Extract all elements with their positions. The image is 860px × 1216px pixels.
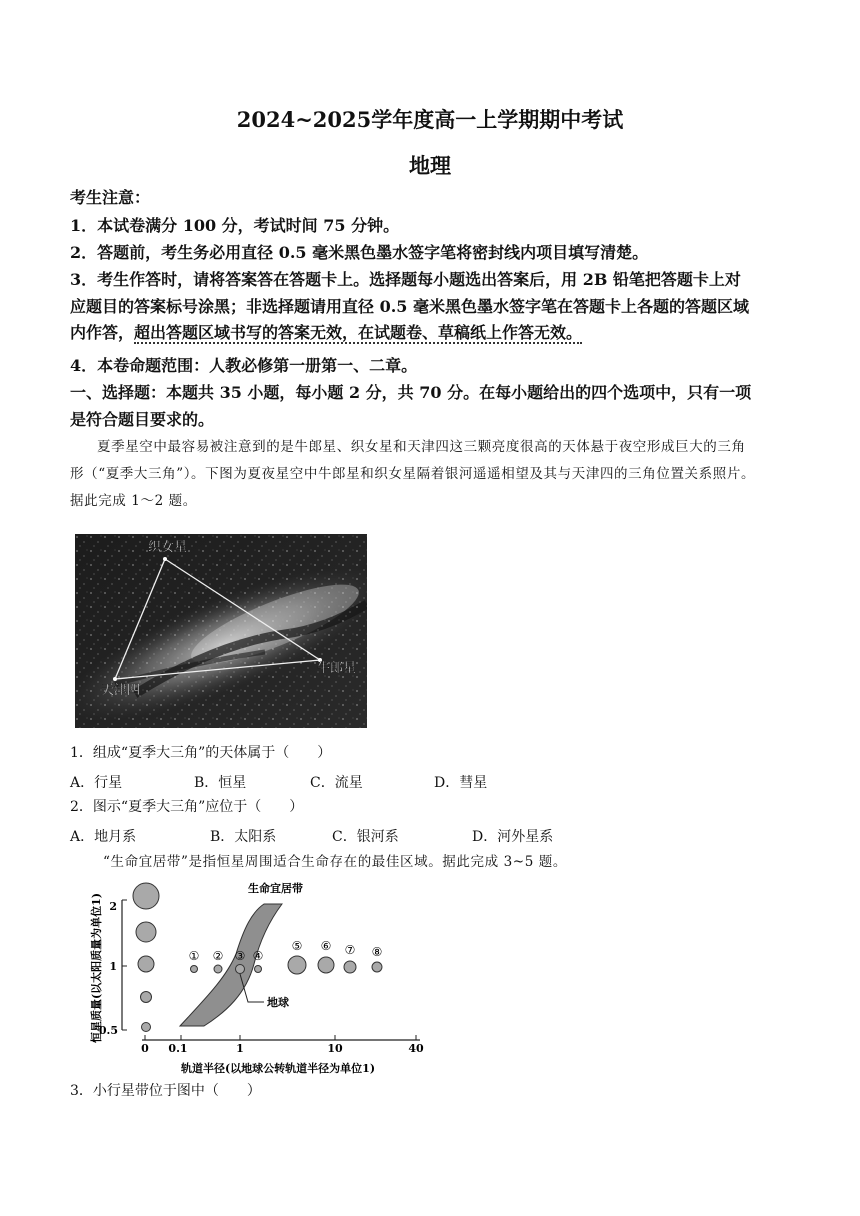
x-tick-label: 40 bbox=[408, 1042, 424, 1055]
planet-marker-1: ① bbox=[188, 949, 200, 963]
q2-option-a: A．地月系 bbox=[70, 829, 137, 845]
star-mass-circle bbox=[142, 1023, 151, 1032]
subject-title: 地理 bbox=[409, 153, 451, 178]
notice-heading: 考生注意： bbox=[70, 188, 151, 207]
star-mass-circle bbox=[133, 883, 159, 909]
page-title: 2024~2025学年度高一上学期期中考试 bbox=[236, 107, 624, 132]
q1-option-c: C．流星 bbox=[310, 775, 363, 791]
question-3-stem: 3．小行星带位于图中（ ） bbox=[70, 1083, 261, 1099]
planet-marker-3: ③ bbox=[234, 949, 246, 963]
section-1-line-2: 是符合题目要求的。 bbox=[70, 410, 215, 429]
star-mass-circle bbox=[138, 956, 154, 972]
q1-option-d: D．彗星 bbox=[434, 775, 488, 791]
notice-item-3-plain: 内作答， bbox=[70, 323, 135, 342]
q1-option-b: B．恒星 bbox=[194, 775, 247, 791]
altair-label: 牛郎星 bbox=[317, 661, 357, 676]
planet-marker-6: ⑥ bbox=[320, 939, 332, 953]
vega-label: 织女星 bbox=[148, 540, 188, 555]
q1-option-a: A．行星 bbox=[70, 775, 123, 791]
q2-option-d: D．河外星系 bbox=[472, 829, 554, 845]
planet-7 bbox=[344, 961, 356, 973]
notice-item-2: 2．答题前，考生务必用直径 0.5 毫米黑色墨水签字笔将密封线内项目填写清楚。 bbox=[70, 243, 649, 262]
notice-item-4: 4．本卷命题范围：人教必修第一册第一、二章。 bbox=[70, 356, 418, 375]
chart-y-label: 恒星质量(以太阳质量为单位1) bbox=[90, 892, 103, 1044]
planet-marker-2: ② bbox=[212, 949, 224, 963]
x-tick-label: 10 bbox=[327, 1042, 343, 1055]
planet-6 bbox=[318, 957, 334, 973]
earth-label: 地球 bbox=[267, 996, 289, 1009]
chart-x-label: 轨道半径(以地球公转轨道半径为单位1) bbox=[180, 1062, 376, 1075]
planet-marker-8: ⑧ bbox=[371, 945, 383, 959]
planet-1 bbox=[191, 966, 198, 973]
planet-8 bbox=[372, 962, 382, 972]
question-1-options bbox=[70, 772, 800, 792]
planet-marker-5: ⑤ bbox=[291, 939, 303, 953]
x-tick-label: 0 bbox=[141, 1042, 149, 1055]
y-tick-label: 1 bbox=[109, 960, 117, 973]
deneb-label: 天津四 bbox=[101, 683, 141, 698]
q2-option-c: C．银河系 bbox=[332, 829, 399, 845]
x-tick-label: 1 bbox=[236, 1042, 244, 1055]
planet-4 bbox=[255, 966, 262, 973]
habitable-zone-chart bbox=[86, 870, 436, 1082]
section-1-line-1: 一、选择题：本题共 35 小题，每小题 2 分，共 70 分。在每小题给出的四个选项中，只有一项 bbox=[70, 383, 752, 402]
planet-marker-4: ④ bbox=[252, 949, 264, 963]
x-tick-label: 0.1 bbox=[168, 1042, 188, 1055]
notice-item-3-emphasis: 超出答题区域书写的答案无效，在试题卷、草稿纸上作答无效。 bbox=[134, 323, 583, 342]
y-tick-label: 2 bbox=[109, 900, 117, 913]
star-mass-circle bbox=[136, 922, 156, 942]
habitable-zone-label: 生命宜居带 bbox=[248, 882, 303, 895]
vega-star-icon bbox=[163, 557, 167, 561]
q2-option-b: B．太阳系 bbox=[210, 829, 277, 845]
notice-item-3-line-1: 3．考生作答时，请将答案答在答题卡上。选择题每小题选出答案后，用 2B 铅笔把答题卡上对 bbox=[70, 270, 741, 289]
planet-5 bbox=[288, 956, 306, 974]
summer-triangle-photo bbox=[75, 534, 367, 728]
question-2-stem: 2．图示“夏季大三角”应位于（ ） bbox=[70, 799, 304, 815]
passage-1-line-1: 夏季星空中最容易被注意到的是牛郎星、织女星和天津四这三颗亮度很高的天体悬于夜空形成巨大的三角 bbox=[97, 439, 746, 455]
question-2-options bbox=[70, 826, 800, 846]
question-1-stem: 1．组成“夏季大三角”的天体属于（ ） bbox=[70, 745, 332, 761]
star-mass-circle bbox=[141, 992, 152, 1003]
passage-2: “生命宜居带”是指恒星周围适合生命存在的最佳区域。据此完成 3~5 题。 bbox=[103, 854, 567, 870]
planet-marker-7: ⑦ bbox=[344, 943, 356, 957]
planet-2 bbox=[214, 965, 222, 973]
passage-1-line-2: 形（“夏季大三角”）。下图为夏夜星空中牛郎星和织女星隔着银河遥遥相望及其与天津四的三角位置关系照片。 bbox=[70, 466, 756, 482]
y-tick-label: 0.5 bbox=[98, 1024, 118, 1037]
deneb-star-icon bbox=[113, 677, 117, 681]
notice-item-1: 1．本试卷满分 100 分，考试时间 75 分钟。 bbox=[70, 216, 400, 235]
passage-1-line-3: 据此完成 1～2 题。 bbox=[70, 493, 197, 509]
planet-3-earth bbox=[236, 965, 245, 974]
notice-item-3-line-2: 应题目的答案标号涂黑；非选择题请用直径 0.5 毫米黑色墨水签字笔在答题卡上各题的答题区域 bbox=[70, 297, 749, 316]
notice-item-3-line-3 bbox=[70, 322, 800, 344]
